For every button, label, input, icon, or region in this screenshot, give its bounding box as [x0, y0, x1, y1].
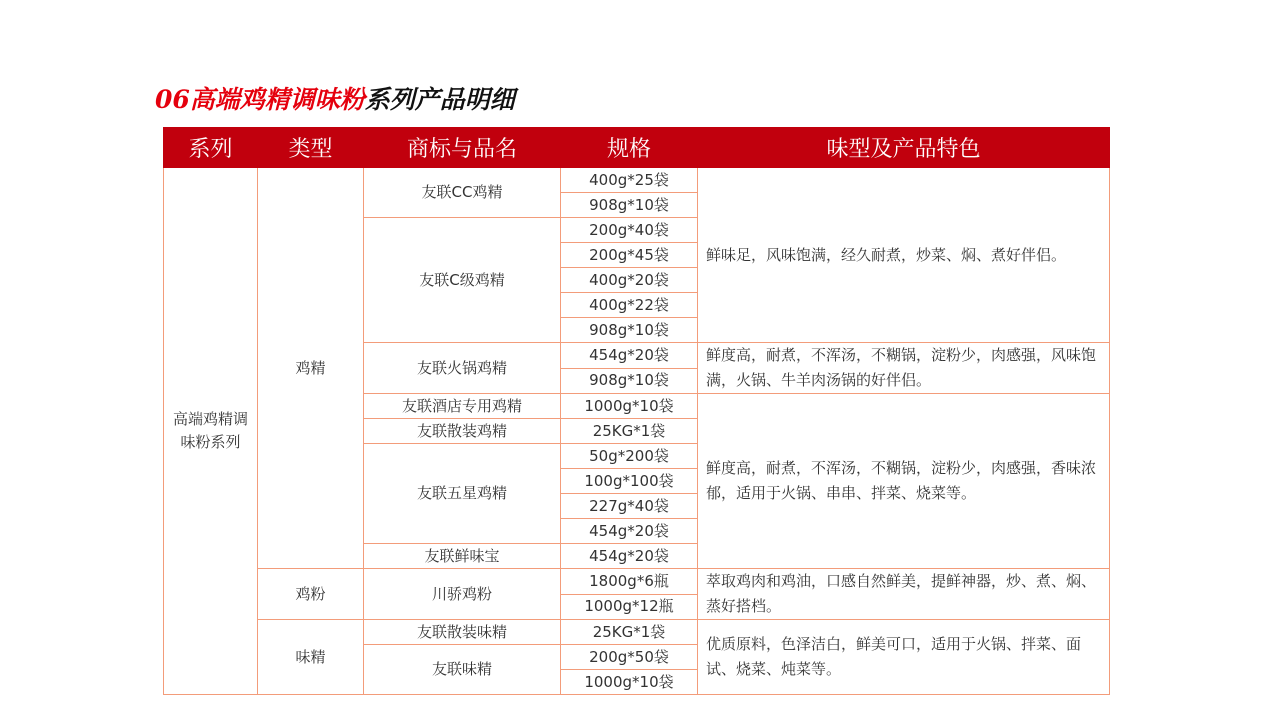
table-row: [164, 168, 1110, 193]
spec-cell: 227g*40袋: [561, 494, 698, 519]
feature-cell: 鲜度高，耐煮，不浑汤，不糊锅，淀粉少，肉感强，风味饱满，火锅、牛羊肉汤锅的好伴侣。: [698, 343, 1110, 394]
spec-cell: 1000g*10袋: [561, 670, 698, 695]
title-suffix: 系列产品明细: [364, 85, 515, 114]
product-name: 友联鲜味宝: [364, 544, 561, 569]
spec-cell: 908g*10袋: [561, 318, 698, 343]
product-name: 友联C级鸡精: [364, 218, 561, 343]
spec-cell: 50g*200袋: [561, 444, 698, 469]
spec-cell: 908g*10袋: [561, 193, 698, 218]
feature-cell: 鲜度高，耐煮，不浑汤，不糊锅，淀粉少，肉感强，香味浓郁，适用于火锅、串串、拌菜、烧菜等。: [698, 394, 1110, 569]
type-cell: 味精: [258, 620, 364, 695]
series-cell: 高端鸡精调味粉系列: [164, 168, 258, 695]
spec-cell: 200g*50袋: [561, 645, 698, 670]
feature-cell: 萃取鸡肉和鸡油，口感自然鲜美，提鲜神器，炒、煮、焖、蒸好搭档。: [698, 569, 1110, 620]
product-name: 友联酒店专用鸡精: [364, 394, 561, 419]
header-spec: 规格: [561, 128, 698, 168]
header-type: 类型: [258, 128, 364, 168]
product-name: 友联火锅鸡精: [364, 343, 561, 394]
feature-cell: 优质原料，色泽洁白，鲜美可口，适用于火锅、拌菜、面试、烧菜、炖菜等。: [698, 620, 1110, 695]
spec-cell: 200g*45袋: [561, 243, 698, 268]
spec-cell: 1800g*6瓶: [561, 569, 698, 595]
type-cell: 鸡粉: [258, 569, 364, 620]
product-name: 友联散装鸡精: [364, 419, 561, 444]
spec-cell: 1000g*12瓶: [561, 594, 698, 620]
product-name: 川骄鸡粉: [364, 569, 561, 620]
spec-cell: 1000g*10袋: [561, 394, 698, 419]
product-name: 友联味精: [364, 645, 561, 695]
spec-cell: 25KG*1袋: [561, 419, 698, 444]
table-row: [164, 569, 1110, 595]
spec-cell: 100g*100袋: [561, 469, 698, 494]
title-highlight: 06高端鸡精调味粉: [155, 85, 365, 114]
spec-cell: 454g*20袋: [561, 343, 698, 369]
spec-cell: 200g*40袋: [561, 218, 698, 243]
feature-cell: 鲜味足，风味饱满，经久耐煮，炒菜、焖、煮好伴侣。: [698, 168, 1110, 343]
spec-cell: 400g*25袋: [561, 168, 698, 193]
product-table: [163, 127, 1110, 695]
page-title: [155, 82, 515, 118]
product-name: 友联散装味精: [364, 620, 561, 645]
spec-cell: 400g*22袋: [561, 293, 698, 318]
spec-cell: 454g*20袋: [561, 544, 698, 569]
header-brand-name: 商标与品名: [364, 128, 561, 168]
product-name: 友联CC鸡精: [364, 168, 561, 218]
spec-cell: 25KG*1袋: [561, 620, 698, 645]
spec-cell: 454g*20袋: [561, 519, 698, 544]
header-features: 味型及产品特色: [698, 128, 1110, 168]
table-header-row: [164, 128, 1110, 168]
spec-cell: 908g*10袋: [561, 368, 698, 394]
table-row: [164, 620, 1110, 645]
type-cell: 鸡精: [258, 168, 364, 569]
spec-cell: 400g*20袋: [561, 268, 698, 293]
header-series: 系列: [164, 128, 258, 168]
product-name: 友联五星鸡精: [364, 444, 561, 544]
